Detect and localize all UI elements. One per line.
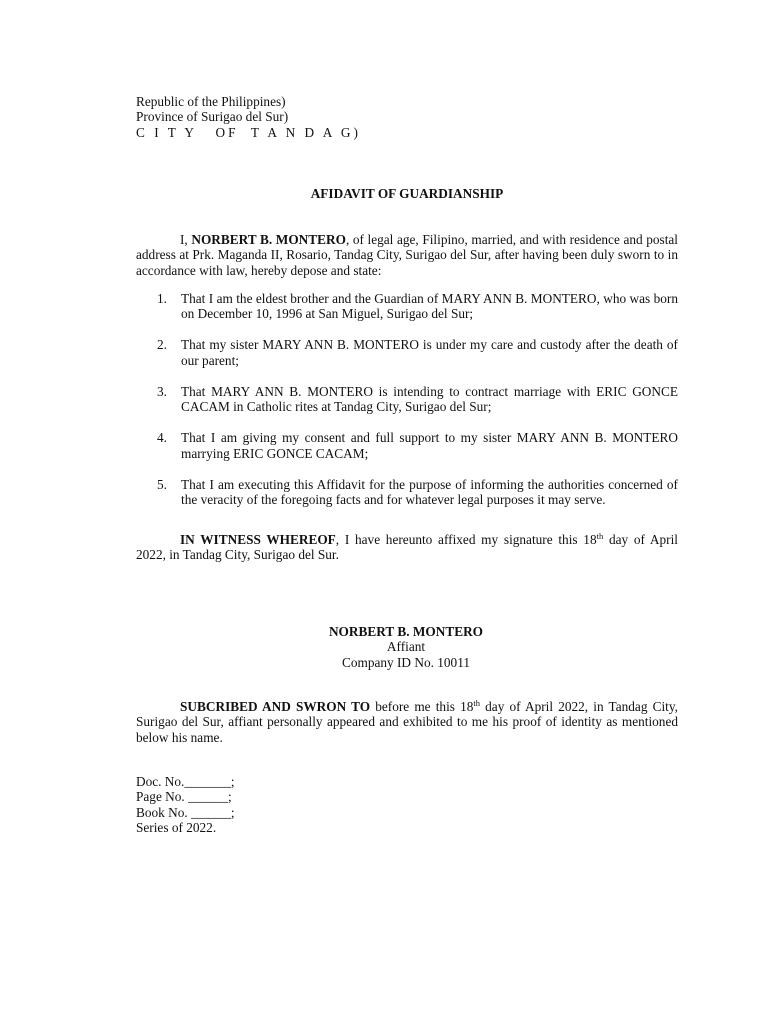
affiant-name-inline: NORBERT B. MONTERO — [191, 232, 346, 247]
witness-ordinal-suffix: th — [596, 531, 604, 541]
witness-heading: IN WITNESS WHEREOF — [180, 532, 336, 547]
statement-item — [136, 477, 678, 508]
statement-number: 1. — [157, 291, 167, 306]
witness-paragraph — [136, 532, 678, 563]
jurat-paragraph — [136, 699, 678, 745]
statement-number: 2. — [157, 337, 167, 353]
venue-province: Province of Surigao del Sur) — [136, 109, 289, 125]
doc-number: Doc. No._______; — [136, 774, 235, 789]
series-year: Series of 2022. — [136, 820, 217, 836]
statement-item — [136, 430, 678, 461]
page-number: Page No. ______; — [136, 789, 232, 805]
statement-text: That I am executing this Affidavit for the purpose of informing the authorities concerned of the veracity of the foregoing facts and for whatever legal purposes it may serve. — [181, 476, 678, 508]
book-number: Book No. ______; — [136, 804, 235, 820]
statement-list — [136, 291, 678, 523]
intro-paragraph — [136, 232, 678, 278]
venue-block — [136, 94, 556, 140]
intro-prefix: I, — [180, 232, 192, 247]
statement-number: 5. — [157, 476, 167, 492]
statement-number: 3. — [157, 383, 167, 399]
jurat-ordinal-suffix: th — [473, 698, 481, 708]
statement-text: That I am giving my consent and full support to my sister MARY ANN B. MONTERO marrying ERIC GONCE CACAM; — [181, 430, 678, 461]
notarial-register-block — [136, 774, 436, 836]
statement-number: 4. — [157, 430, 167, 446]
venue-country: Republic of the Philippines) — [136, 94, 286, 109]
affiant-name: NORBERT B. MONTERO — [328, 624, 484, 639]
statement-item — [136, 337, 678, 368]
affiant-signature-block — [136, 624, 676, 670]
jurat-text-2: day of April 2022, in Tandag City, Surigao del Sur, affiant personally appeared and exhibited to me his proof of identity as mentioned below his name. — [136, 699, 678, 745]
witness-text-2: day of April 2022, in Tandag City, Surigao del Sur. — [136, 532, 678, 563]
document-title: AFIDAVIT OF GUARDIANSHIP — [310, 186, 504, 201]
statement-text: That MARY ANN B. MONTERO is intending to contract marriage with ERIC GONCE CACAM in Catholic rites at Tandag City, Surigao del Sur; — [181, 383, 678, 415]
statement-item — [136, 384, 678, 415]
statement-text: That my sister MARY ANN B. MONTERO is under my care and custody after the death of our parent; — [181, 337, 678, 368]
jurat-heading: SUBCRIBED AND SWRON TO — [180, 699, 371, 714]
witness-text-1: , I have hereunto affixed my signature this 18 — [335, 532, 597, 547]
venue-city: C I T Y OF T A N D A G) — [136, 124, 361, 140]
jurat-text-1: before me this 18 — [370, 699, 474, 714]
intro-text: , of legal age, Filipino, married, and with residence and postal address at Prk. Maganda II, Rosario, Tandag City, Surigao del Sur, after having been duly sworn to in accordance with law, hereby depose and state: — [136, 232, 678, 278]
statement-text: That I am the eldest brother and the Guardian of MARY ANN B. MONTERO, who was born on December 10, 1996 at San Miguel, Surigao del Sur; — [181, 291, 678, 322]
affiant-role: Affiant — [386, 639, 426, 655]
statement-item — [136, 291, 678, 322]
affiant-id: Company ID No. 10011 — [341, 654, 471, 670]
